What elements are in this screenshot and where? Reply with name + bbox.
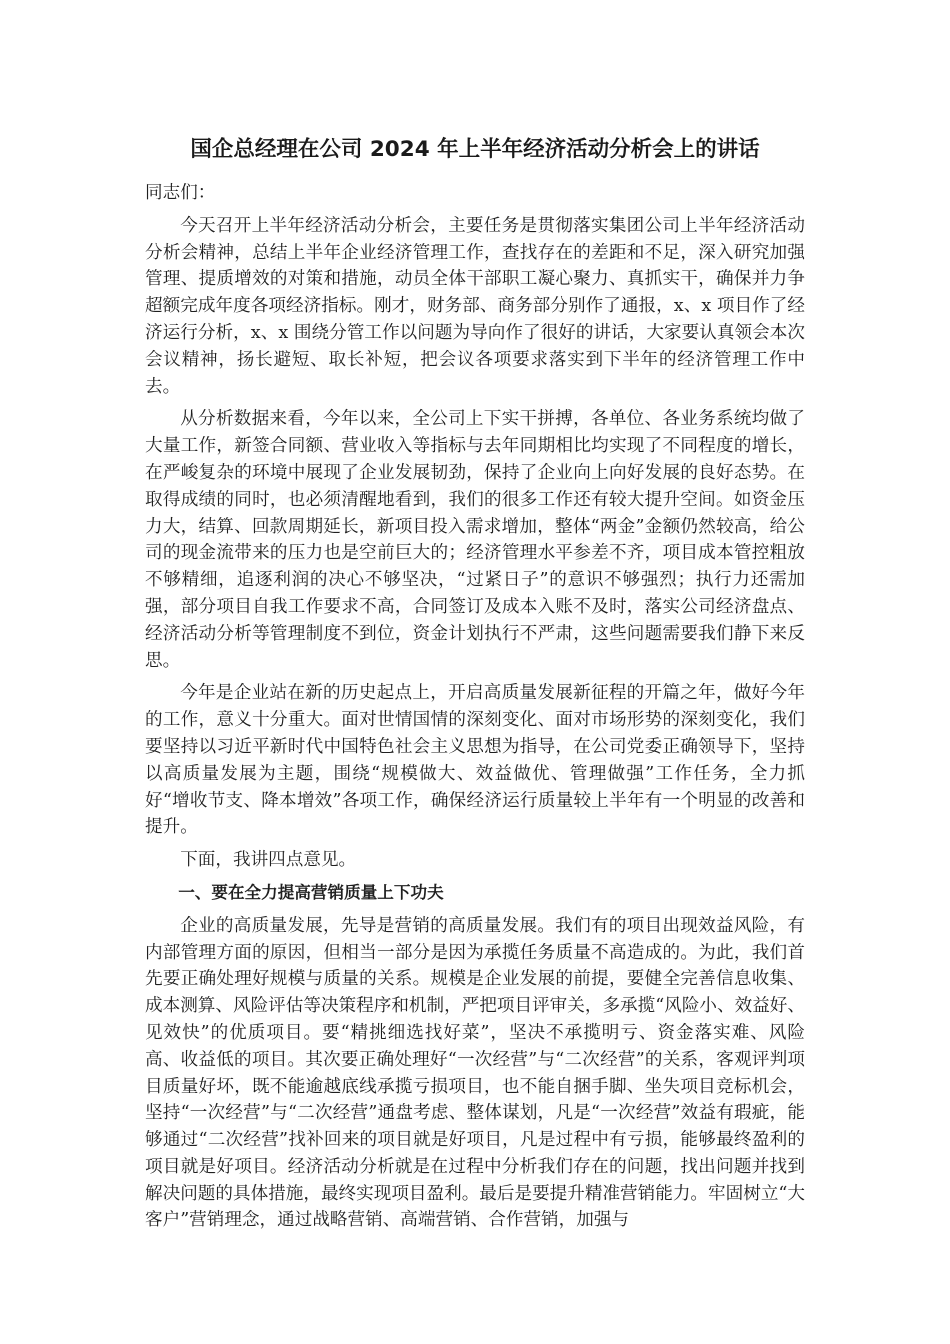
salutation: 同志们： <box>145 183 216 203</box>
paragraph-transition: 下面，我讲四点意见。 <box>180 850 357 871</box>
paragraph-intro: 今天召开上半年经济活动分析会，主要任务是贯彻落实集团公司上半年经济活动分析会精神，总结上半年企业经济管理工作，查找存在的差距和不足，深入研究加强管理、提质增效的对策和措施，动员全体干部职工凝心聚力、真抓实干，确保并力争超额完成年度各项经济指标。刚才，财务部、商务部分别作了通报，x、x 项目作了经济运行分析，x、x 围绕分管工作以问题为导向作了很好的讲话，大家要认真领会本次会议精神，扬长避短、取长补短，把会议各项要求落实到下半年的经济管理工作中去。 <box>145 215 805 397</box>
paragraph-marketing: 企业的高质量发展，先导是营销的高质量发展。我们有的项目出现效益风险，有内部管理方面的原因，但相当一部分是因为承揽任务质量不高造成的。为此，我们首先要正确处理好规模与质量的关系。规模是企业发展的前提，要健全完善信息收集、成本测算、风险评估等决策程序和机制，严把项目评审关，多承揽“风险小、效益好、见效快”的优质项目。要“精挑细选找好菜”，坚决不承揽明亏、资金落实难、风险高、收益低的项目。其次要正确处理好“一次经营”与“二次经营”的关系，客观评判项目质量好坏，既不能逾越底线承揽亏损项目，也不能自捆手脚、坐失项目竞标机会，坚持“一次经营”与“二次经营”通盘考虑、整体谋划，凡是“一次经营”效益有瑕疵，能够通过“二次经营”找补回来的项目就是好项目，凡是过程中有亏损，能够最终盈利的项目就是好项目。经济活动分析就是在过程中分析我们存在的问题，找出问题并找到解决问题的具体措施，最终实现项目盈利。最后是要提升精准营销能力。牢固树立“大客户”营销理念，通过战略营销、高端营销、合作营销，加强与 <box>145 915 805 1231</box>
paragraph-analysis: 从分析数据来看，今年以来，全公司上下实干拼搏，各单位、各业务系统均做了大量工作，新签合同额、营业收入等指标与去年同期相比均实现了不同程度的增长，在严峻复杂的环境中展现了企业发展韧劲，保持了企业向上向好发展的良好态势。在取得成绩的同时，也必须清醒地看到，我们的很多工作还有较大提升空间。如资金压力大，结算、回款周期延长，新项目投入需求增加，整体“两金”金额仍然较高，给公司的现金流带来的压力也是空前巨大的；经济管理水平参差不齐，项目成本管控粗放不够精细，追逐利润的决心不够坚决，“过紧日子”的意识不够强烈；执行力还需加强，部分项目自我工作要求不高，合同签订及成本入账不及时，落实公司经济盘点、经济活动分析等管理制度不到位，资金计划执行不严肃，这些问题需要我们静下来反思。 <box>145 409 805 671</box>
section-heading: 一、要在全力提高营销质量上下功夫 <box>178 882 444 902</box>
paragraph-significance: 今年是企业站在新的历史起点上，开启高质量发展新征程的开篇之年，做好今年的工作，意义十分重大。面对世情国情的深刻变化、面对市场形势的深刻变化，我们要坚持以习近平新时代中国特色社会主义思想为指导，在公司党委正确领导下，坚持以高质量发展为主题，围绕“规模做大、效益做优、管理做强”工作任务，全力抓好“增收节支、降本增效”各项工作，确保经济运行质量较上半年有一个明显的改善和提升。 <box>145 683 805 838</box>
document-body <box>145 180 805 1240</box>
document-title: 国企总经理在公司 2024 年上半年经济活动分析会上的讲话 <box>190 137 760 162</box>
